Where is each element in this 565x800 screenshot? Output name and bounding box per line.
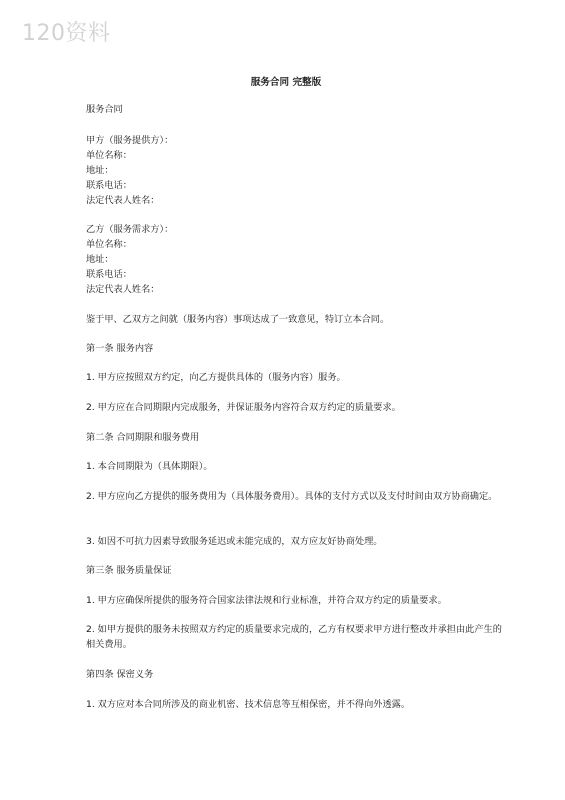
article-3-item: 1. 甲方应确保所提供的服务符合国家法律法规和行业标准，并符合双方约定的质量要求。 (86, 595, 447, 606)
article-2-item: 3. 如因不可抗力因素导致服务延迟或未能完成的，双方应友好协商处理。 (86, 536, 383, 547)
document-title: 服务合同 完整版 (250, 77, 322, 88)
article-2-item: 2. 甲方应向乙方提供的服务费用为（具体服务费用）。具体的支付方式以及支付时间由双方协商确定。 (86, 491, 498, 502)
article-3-item: 2. 如甲方提供的服务未按照双方约定的质量要求完成的，乙方有权要求甲方进行整改并承担由此产生的相关费用。 (86, 624, 502, 650)
article-4-heading: 第四条 保密义务 (86, 669, 154, 680)
article-2-item: 1. 本合同期限为（具体期限）。 (86, 461, 213, 472)
article-3-heading: 第三条 服务质量保证 (86, 565, 172, 576)
party-b-phone-label: 联系电话： (86, 269, 132, 280)
party-a-phone-label: 联系电话： (86, 180, 132, 191)
party-a-heading: 甲方（服务提供方）： (86, 135, 174, 146)
party-b-address-label: 地址： (86, 254, 114, 265)
party-a-rep-label: 法定代表人姓名： (86, 195, 160, 206)
contract-subtitle: 服务合同 (86, 104, 123, 115)
party-b-unit-label: 单位名称： (86, 239, 132, 250)
preamble-paragraph: 鉴于甲、乙双方之间就（服务内容）事项达成了一致意见，特订立本合同。 (86, 314, 390, 325)
article-1-item: 2. 甲方应在合同期限内完成服务，并保证服务内容符合双方约定的质量要求。 (86, 402, 401, 413)
article-4-item: 1. 双方应对本合同所涉及的商业机密、技术信息等互相保密，并不得向外透露。 (86, 699, 411, 710)
article-1-item: 1. 甲方应按照双方约定，向乙方提供具体的（服务内容）服务。 (86, 372, 346, 383)
party-b-rep-label: 法定代表人姓名： (86, 284, 160, 295)
article-1-heading: 第一条 服务内容 (86, 343, 154, 354)
watermark-logo: 120资料 (22, 21, 111, 46)
party-a-address-label: 地址： (86, 165, 114, 176)
party-a-unit-label: 单位名称： (86, 150, 132, 161)
party-b-heading: 乙方（服务需求方）： (86, 224, 174, 235)
article-2-heading: 第二条 合同期限和服务费用 (86, 432, 200, 443)
